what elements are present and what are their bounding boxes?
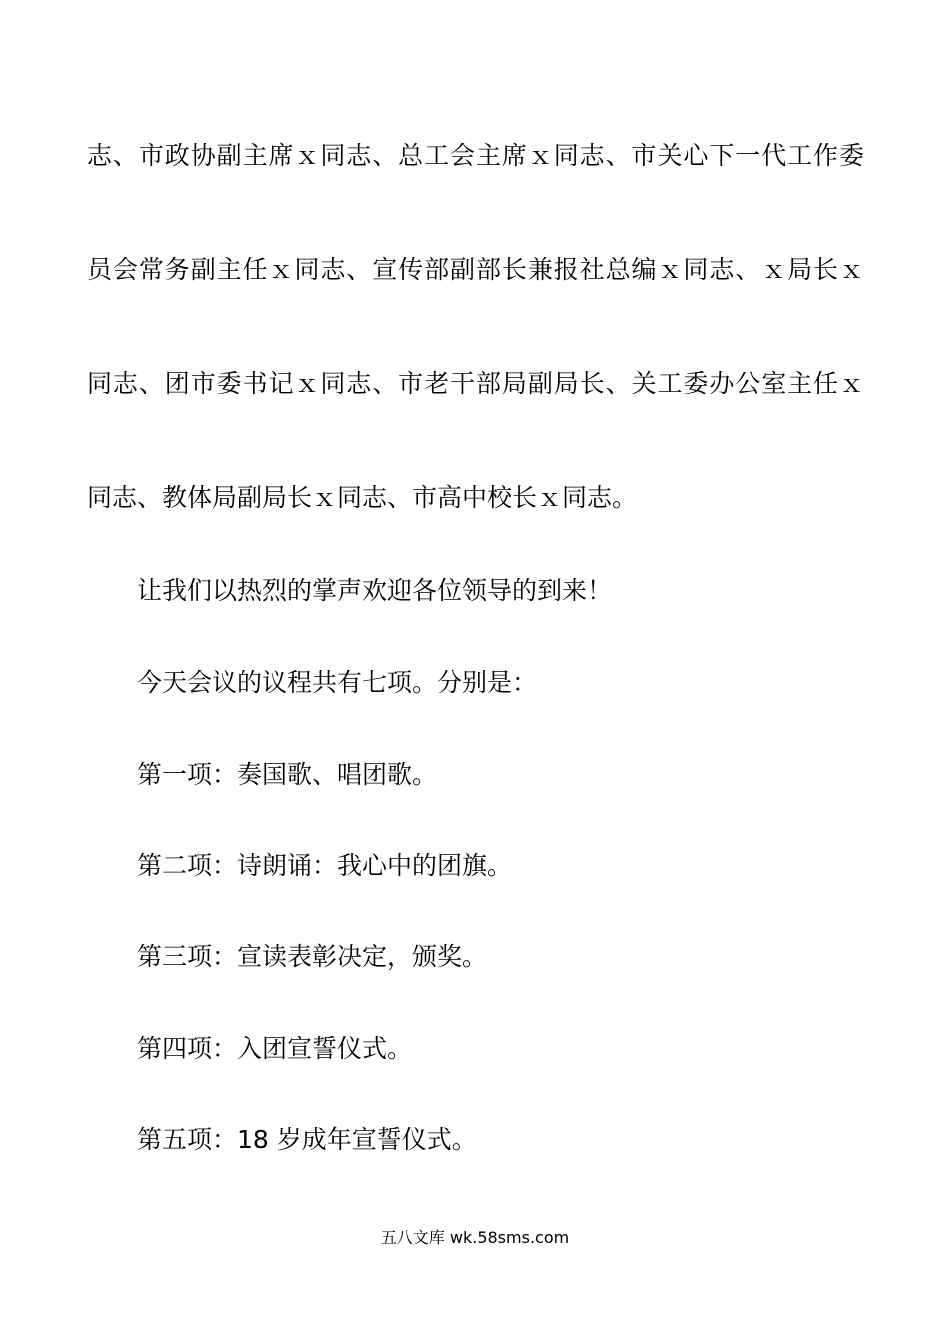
paragraph-line-3: 同志、团市委书记ｘ同志、市老干部局副局长、关工委办公室主任ｘ [87, 369, 864, 398]
agenda-item-2: 第二项：诗朗诵：我心中的团旗。 [137, 851, 513, 880]
agenda-item-3: 第三项：宣读表彰决定，颁奖。 [137, 942, 488, 971]
agenda-item-4: 第四项：入团宣誓仪式。 [137, 1034, 413, 1063]
welcome-text: 让我们以热烈的掌声欢迎各位领导的到来！ [137, 576, 613, 605]
agenda-item-1: 第一项：奏国歌、唱团歌。 [137, 760, 438, 789]
paragraph-line-2: 员会常务副主任ｘ同志、宣传部副部长兼报社总编ｘ同志、ｘ局长ｘ [87, 255, 864, 284]
agenda-intro: 今天会议的议程共有七项。分别是： [137, 668, 538, 697]
footer-watermark: 五八文库 wk.58sms.com [380, 1228, 570, 1247]
agenda-item-5: 第五项：18 岁成年宣誓仪式。 [137, 1125, 477, 1154]
paragraph-line-1: 志、市政协副主席ｘ同志、总工会主席ｘ同志、市关心下一代工作委 [87, 141, 864, 170]
paragraph-line-4: 同志、教体局副局长ｘ同志、市高中校长ｘ同志。 [87, 483, 638, 512]
